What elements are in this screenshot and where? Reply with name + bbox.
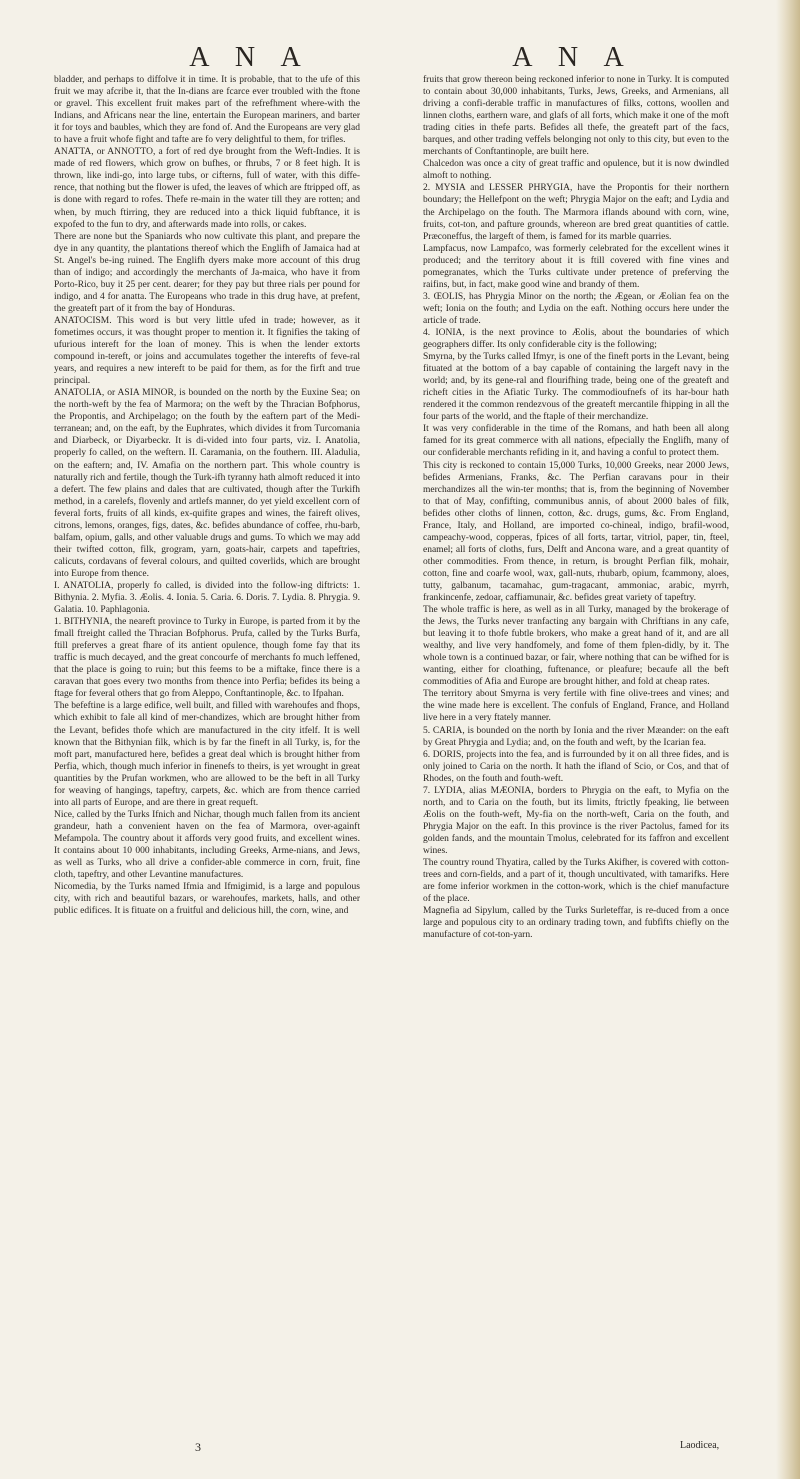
paragraph: 5. CARIA, is bounded on the north by Ionia and the river Mæander: on the eaft by Great Phrygia and Lydia; and, on the fouth and weft, by the Icarian fea.	[423, 725, 729, 748]
paragraph: Nicomedia, by the Turks named Ifmia and Ifmigimid, is a large and populous city, with rich and beautiful bazars, or warehoufes, markets, halls, and other public edifices. It is fituate on a fruitful and delicious hill, the corn, wine, and	[54, 882, 360, 917]
paragraph: bladder, and perhaps to diffolve it in time. It is probable, that to the ufe of this fruit we may afcribe it, that the In-dians are fcarce ever troubled with the ftone or gravel. This excellent fruit makes part of the refrefhment where-with the Indians, and Africans near the line, entertain the European mariners, and barter it for toys and baubles, which they are fond of. And the Europeans are very glad to have a fruit whofe fight and tafte are fo very delightful to them, for trifles.	[54, 75, 360, 146]
paragraph: 6. DORIS, projects into the fea, and is furrounded by it on all three fides, and is only joined to Caria on the north. It hath the ifland of Scio, or Cos, and that of Rhodes, on the fouth and fouth-weft.	[423, 749, 729, 784]
paragraph: I. ANATOLIA, properly fo called, is divided into the follow-ing diftricts: 1. Bithynia. 2. Myfia. 3. Æolis. 4. Ionia. 5. Caria. 6. Doris. 7. Lydia. 8. Phrygia. 9. Galatia. 10. Paphlagonia.	[54, 580, 360, 616]
paragraph: The whole traffic is here, as well as in all Turky, managed by the brokerage of the Jews, the Turks never tranfacting any bargain with Chriftians in any cafe, but leaving it to thofe fubtle brokers, who make a great hand of it, and are all wealthy, and live very handfomely, and fome of them fplen-didly, by it. The whole town is a continued bazar, or fair, where nothing that can be wifhed for is wanting, either for cloathing, fuftenance, or pleafure; becaufe all the beft commodities of Afia and Europe are brought hither, and fold at cheap rates.	[423, 605, 729, 688]
paragraph: The country round Thyatira, called by the Turks Akifher, is covered with cotton-trees and corn-fields, and a part of it, though uncultivated, with tamarifks. Here are fome inferior workmen in the cotton-work, which is the chief manufacture of the place.	[423, 858, 729, 905]
catchword: Laodicea,	[680, 1440, 720, 1451]
right-column	[423, 74, 729, 1459]
paragraph: Lampfacus, now Lampafco, was formerly celebrated for the excellent wines it produced; and the territory about it is ftill covered with fine vines and pomegranates, which the Turks cultivate under pretence of preferving the raifins, but, in fact, make good wine and brandy of them.	[423, 243, 729, 290]
page-edge-shadow	[776, 0, 800, 1479]
header-left: A N A	[189, 42, 311, 73]
paragraph: Magnefia ad Sipylum, called by the Turks Surleteffar, is re-duced from a once large and populous city to an ordinary trading town, and fubfifts chiefly on the manufacture of cot-ton-yarn.	[423, 906, 729, 941]
paragraph: Nice, called by the Turks Ifnich and Nichar, though much fallen from its ancient grandeur, hath a convenient haven on the fea of Marmora, over-againft Mefampola. The country about it affords very good fruits, and excellent wines. It contains about 10 000 inhabitants, including Greeks, Arme-nians, and Jews, as well as Turks, who all drive a confider-able commerce in corn, fruit, fine cloth, tapeftry, and other Levantine manufactures.	[54, 809, 360, 881]
paragraph: 1. BITHYNIA, the neareft province to Turky in Europe, is parted from it by the fmall ftreight called the Thracian Bofphorus. Prufa, called by the Turks Burfa, ftill preferves a great fhare of its antient opulence, though fome fay that its traffic is much decayed, and the great concourfe of merchants fo much leffened, that the place is going to ruin; but this feems to be a miftake, fince there is a caravan that goes every two months from thence into Perfia; befides its being a ftage for feveral others that go from Aleppo, Conftantinople, &c. to Ifpahan.	[54, 617, 360, 700]
paragraph: The territory about Smyrna is very fertile with fine olive-trees and vines; and the wine made here is excellent. The confuls of England, France, and Holland live here in a very ftately manner.	[423, 689, 729, 724]
paragraph: Chalcedon was once a city of great traffic and opulence, but it is now dwindled almoft to nothing.	[423, 159, 729, 182]
paragraph: The befeftine is a large edifice, well built, and filled with warehoufes and fhops, which exhibit to fale all kind of mer-chandizes, which are brought hither from the Levant, befides thofe which are manufactured in the city itfelf. It is well known that the Bithynian filk, which is by far the fineft in all Turky, is, for the moft part, manufactured here, befides a great deal which is brought hither from Perfia, which, though much inferior in finenefs to theirs, is yet wrought in great quantities by the Prufan workmen, who are allowed to be the beft in all Turky for weaving of hangings, tapeftry, carpets, &c. which are from thence carried into all parts of Europe, and are there in great requeft.	[54, 701, 360, 808]
paragraph: There are none but the Spaniards who now cultivate this plant, and prepare the dye in any quantity, the plantations thereof which the Englifh of Jamaica had at St. Angel's be-ing ruined. The Englifh dyers make more account of this drug than of indigo; and accordingly the merchants of Ja-maica, who have it from Porto-Rico, buy it 25 per cent. dearer; for they pay but three rials per pound for indigo, and 4 for anatta. The Europeans who trade in this drug have, at prefent, the greateft part of it from the bay of Honduras.	[54, 231, 360, 314]
paragraph: 2. MYSIA and LESSER PHRYGIA, have the Propontis for their northern boundary; the Hellefpont on the weft; Phrygia Major on the eaft; and Lydia and the Archipelago on the fouth. The Marmora iflands abound with corn, wine, fruits, cot-ton, and pafture grounds, whereon are bred great quantities of cattle. Præconeffus, the largeft of them, is famed for its marble quarries.	[423, 183, 729, 242]
paragraph: fruits that grow thereon being reckoned inferior to none in Turky. It is computed to contain about 30,000 inhabitants, Turks, Jews, Greeks, and Armenians, all driving a confi-derable traffic in manufactures of filks, cottons, woollen and linnen cloths, earthern ware, and glafs of all forts, which make it one of the moft trading cities in thefe parts. Befides all thefe, the greateft part of the facs, barques, and other trading veffels belonging not only to this city, but even to the merchants of Conftantinople, are built here.	[423, 75, 729, 158]
paragraph: 4. IONIA, is the next province to Æolis, about the boundaries of which geographers differ. Its only confiderable city is the following;	[423, 327, 729, 351]
paragraph: ANATTA, or ANNOTTO, a fort of red dye brought from the Weft-Indies. It is made of red flowers, which grow on bufhes, or fhrubs, 7 or 8 feet high. It is thrown, like indi-go, into large tubs, or cifterns, full of water, with this diffe-rence, that nothing but the flower is ufed, the leaves of which are ftripped off, as is done with regard to rofes. Thefe re-main in the water till they are rotten; and when, by much ftirring, they are reduced into a thick liquid fubftance, it is expofed to the fun to dry, and afterwards made into rolls, or cakes.	[54, 147, 360, 230]
paragraph: This city is reckoned to contain 15,000 Turks, 10,000 Greeks, near 2000 Jews, befides Armenians, Franks, &c. The Perfian caravans pour in their merchandizes all the win-ter months; that is, from the beginning of November to that of May, confifting, communibus annis, of about 2000 bales of filk, befides other cloths of linnen, cotton, &c. drugs, gums, &c. From England, France, Italy, and Holland, are imported co-chineal, indigo, brafil-wood, campeachy-wood, copperas, fpices of all forts, tartar, vitriol, paper, tin, fteel, enamel; all forts of cloths, furs, Delft and Ancona ware, and a great quantity of other commodities. From thence, in return, is brought Perfian filk, mohair, cotton, fine and coarfe wool, wax, gall-nuts, rhubarb, opium, fcammony, aloes, tutty, galbanum, tacamahac, gum-tragacant, ammoniac, arabic, myrrh, frankincenfe, zedoar, caffiamunair, &c. befides great variety of tapeftry.	[423, 460, 729, 604]
paragraph: ANATOCISM. This word is but very little ufed in trade; however, as it fometimes occurs, it was thought proper to mention it. It fignifies the taking of ufurious intereft for the loan of money. This is when the lender extorts compound in-tereft, or joins and accumulates together the interefts of feve-ral years, and requires a new intereft to be paid for them, as for the firft and true principal.	[54, 315, 360, 387]
paragraph: 3. ŒOLIS, has Phrygia Minor on the north; the Ægean, or Æolian fea on the weft; Ionia on the fouth; and Lydia on the eaft. Nothing occurs here under the article of trade.	[423, 291, 729, 326]
paragraph: 7. LYDIA, alias MÆONIA, borders to Phrygia on the eaft, to Myfia on the north, and to Caria on the fouth, but its limits, ftrictly fpeaking, lie between Æolis on the fouth-weft, My-fia on the north-weft, Caria on the fouth, and Phrygia Major on the eaft. In this province is the river Pactolus, famed for its golden fands, and the mountain Tmolus, celebrated for its faffron and excellent wines.	[423, 785, 729, 856]
page-number: 3	[195, 1440, 201, 1454]
left-column	[54, 74, 360, 1459]
paragraph: It was very confiderable in the time of the Romans, and hath been all along famed for its great commerce with all nations, efpecially the Englifh, many of our confiderable merchants refiding in it, and having a conful to protect them.	[423, 424, 729, 459]
running-header	[0, 42, 800, 78]
paragraph: Smyrna, by the Turks called Ifmyr, is one of the fineft ports in the Levant, being fituated at the bottom of a bay capable of containing the largeft navy in the world; and, by its gene-ral and flourifhing trade, being one of the greateft and richeft cities in the Afiatic Turky. The commodioufnefs of its har-bour hath rendered it the common rendezvous of the greateft mercantile fhipping in all the four parts of the world, and the ftaple of their merchandize.	[423, 352, 729, 423]
paragraph: ANATOLIA, or ASIA MINOR, is bounded on the north by the Euxine Sea; on the north-weft by the fea of Marmora; on the weft by the Thracian Bofphorus, the Propontis, and Archipelago; on the fouth by the eaftern part of the Medi-terranean; and, on the eaft, by the Euphrates, which divides it from Turcomania and Diarbeck, or Diyarbeckr. It is di-vided into four parts, viz. I. Anatolia, properly fo called, on the weftern. II. Caramania, on the fouthern. III. Aladulia, on the eaftern; and, IV. Amafia on the northern part. This whole country is naturally rich and fertile, though the Turk-ifh tyranny hath almoft reduced it into a defert. The few plains and dales that are cultivated, though after the Turkifh method, in a carelefs, flovenly and artlefs manner, do yet yield excellent corn of feveral forts, fruits of all kinds, ex-quifite grapes and wines, the faireft olives, citrons, lemons, oranges, figs, dates, &c. befides abundance of coffee, rhu-barb, balfam, opium, galls, and other valuable drugs and gums. To which we may add their twifted cotton, filk, grogram, yarn, goats-hair, carpets and tapeftries, calicuts, cordavans of feveral colours, and quilted coverlids, which are brought into Europe from thence.	[54, 388, 360, 579]
header-right: A N A	[512, 42, 634, 73]
